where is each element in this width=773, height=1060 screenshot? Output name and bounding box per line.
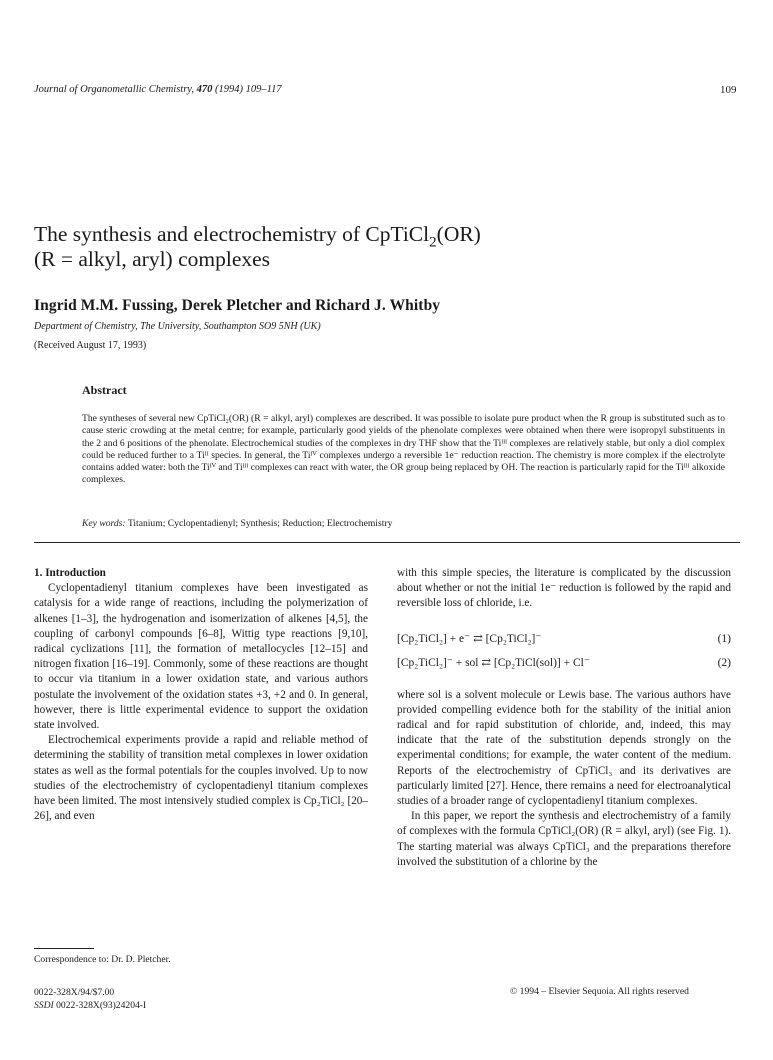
title-part1: The synthesis and electrochemistry of CpTiCl <box>34 222 430 246</box>
abstract-heading: Abstract <box>82 383 127 397</box>
footer-ssdi <box>34 999 146 1012</box>
abstract-text: The syntheses of several new CpTiCl₂(OR) (R = alkyl, aryl) complexes are described. It was possible to isolate pure product when the R group is substituted such as to cause steric crowding at the metal centre; for example, particularly good yields of the phenolate complexes were obtained when there were isopropyl substituents in the 2 and 6 positions of the phenolate. Electrochemical studies of the complexes in dry THF show that the Tiᴵᴵᴵ complexes are relatively stable, but only a diol complex could be reduced further to a Tiᴵᴵ species. In general, the Tiᴵⱽ complexes undergo a reversible 1e⁻ reduction reaction. The chemistry is more complex if the electrolyte contains added water: both the Tiᴵⱽ and Tiᴵᴵᴵ complexes can react with water, the OR group being replaced by OH. The reaction is particularly rapid for the Tiᴵᴵᴵ alkoxide complexes. <box>82 413 725 486</box>
section-heading: 1. Introduction <box>34 567 106 579</box>
article-title <box>34 222 754 272</box>
intro-paragraph-3: with this simple species, the literature is complicated by the discussion about whether or not the initial 1e⁻ reduction is followed by the rapid and reversible loss of chloride, i.e. <box>397 567 731 610</box>
footer-code: 0022-328X/94/$7.00 <box>34 987 115 998</box>
intro-paragraph-2: Electrochemical experiments provide a rapid and reliable method of determining the stability of transition metal complexes in lower oxidation states as well as the formal potentials for the couples involved. Up to now studies of the electrochemistry of cyclopentadienyl titanium complexes have been limited. The most intensively studied complex is Cp₂TiCl₂ [20–26], and even <box>34 734 368 823</box>
equation-2-number: (2) <box>717 657 731 669</box>
intro-paragraph-4: where sol is a solvent molecule or Lewis base. The various authors have provided compelling evidence both for the stability of the initial anion radical and for rapid substitution of chloride, and, indeed, this may indicate that the rate of the substitution depends strongly on the experimental conditions; for example, the water content of the medium. Reports of the electrochemistry of CpTiCl₃ and its derivatives are particularly limited [27]. Hence, there remains a need for electroanalytical studies of a broader range of cyclopentadienyl titanium complexes. <box>397 688 731 808</box>
equations <box>397 628 731 676</box>
keywords <box>82 518 392 529</box>
received-date: (Received August 17, 1993) <box>34 340 147 351</box>
title-line2: (R = alkyl, aryl) complexes <box>34 247 271 271</box>
title-subscript: 2 <box>429 234 437 251</box>
ssdi-label: SSDI <box>34 1000 54 1011</box>
equation-2-text: [Cp₂TiCl₂]⁻ + sol ⇄ [Cp₂TiCl(sol)] + Cl⁻ <box>397 657 590 669</box>
ssdi-value: 0022-328X(93)24204-I <box>56 1000 147 1011</box>
intro-paragraph-1: Cyclopentadienyl titanium complexes have been investigated as catalysis for a wide range of reactions, including the polymerization of alkenes [1–3], the hydrogenation and isomerization of alkenes [4,5], the coupling of carbonyl compounds [6–8], Wittig type reactions [9,10], radical cyclizations [11], the formation of metallocycles [12–15] and nitrogen fixation [16–19]. Commonly, some of these reactions are thought to occur via titanium in a lower oxidation state, and various authors postulate the involvement of the oxidation states +3, +2 and 0. In general, however, there is little experimental evidence to support the oxidation state involved. <box>34 582 368 732</box>
footnote-rule <box>34 948 94 949</box>
equation-1-text: [Cp₂TiCl₂] + e⁻ ⇄ [Cp₂TiCl₂]⁻ <box>397 633 542 645</box>
correspondence-footnote: Correspondence to: Dr. D. Pletcher. <box>34 954 171 965</box>
equation-2 <box>397 652 731 676</box>
affiliation: Department of Chemistry, The University, Southampton SO9 5NH (UK) <box>34 321 321 332</box>
equation-1-number: (1) <box>717 633 731 645</box>
journal-citation <box>34 84 282 95</box>
copyright: © 1994 – Elsevier Sequoia. All rights reserved <box>510 986 689 997</box>
section-divider <box>34 542 740 543</box>
page-number: 109 <box>720 84 737 96</box>
title-part2: (OR) <box>436 222 481 246</box>
left-column <box>34 566 368 824</box>
keywords-list: Titanium; Cyclopentadienyl; Synthesis; Reduction; Electrochemistry <box>127 518 393 529</box>
right-column <box>397 566 731 870</box>
intro-paragraph-5: In this paper, we report the synthesis and electrochemistry of a family of complexes with the formula CpTiCl₂(OR) (R = alkyl, aryl) (see Fig. 1). The starting material was always CpTiCl₃ and the preparations therefore involved the substitution of a chlorine by the <box>397 810 731 868</box>
journal-volume: 470 <box>196 84 213 95</box>
equation-1 <box>397 628 731 652</box>
journal-year-pages: (1994) 109–117 <box>215 84 282 95</box>
keywords-label: Key words: <box>82 518 126 529</box>
journal-name: Journal of Organometallic Chemistry, <box>34 84 195 95</box>
authors: Ingrid M.M. Fussing, Derek Pletcher and Richard J. Whitby <box>34 297 441 314</box>
footer-codes <box>34 986 146 1012</box>
